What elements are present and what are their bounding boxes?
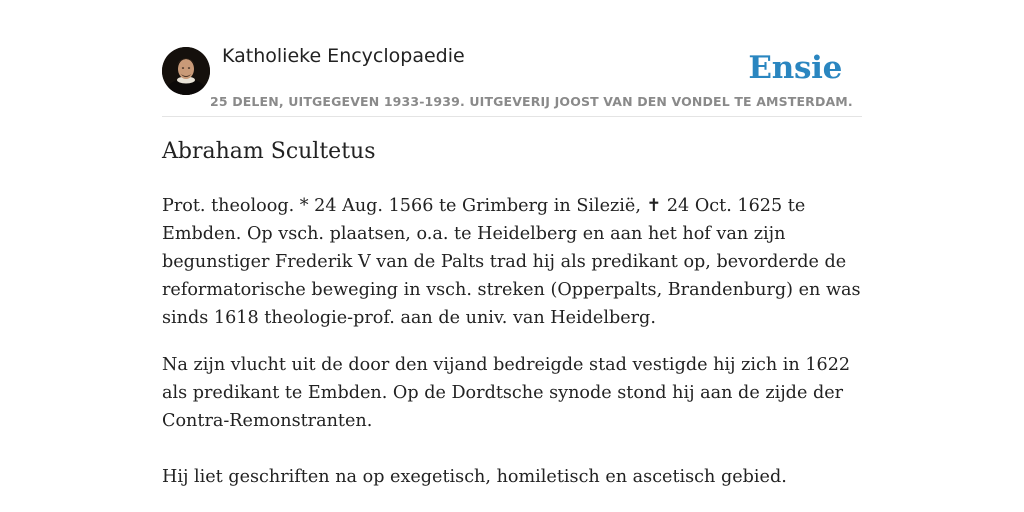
brand-logo[interactable]: Ensie	[748, 50, 842, 86]
source-header	[162, 0, 862, 117]
article-paragraph-2: Na zijn vlucht uit de door den vijand bedreigde stad vestigde hij zich in 1622 als predikant te Embden. Op de Dordtsche synode stond hij aan de zijde der Contra-Remonstranten.	[162, 355, 851, 431]
article-paragraph-1: Prot. theoloog. * 24 Aug. 1566 te Grimberg in Silezië, ✝ 24 Oct. 1625 te Embden. Op vsch. plaatsen, o.a. te Heidelberg en aan het hof van zijn begunstiger Frederik V van de Palts trad hij als predikant op, bevorderde de reformatorische beweging in vsch. streken (Opperpalts, Brandenburg) en was sinds 1618 theologie-prof. aan de univ. van Heidelberg.	[162, 196, 861, 328]
article-paragraph-3: Hij liet geschriften na op exegetisch, homiletisch en ascetisch gebied.	[162, 467, 787, 487]
page	[162, 0, 862, 487]
portrait-avatar-icon[interactable]	[162, 47, 210, 95]
article-title: Abraham Scultetus	[162, 139, 376, 164]
source-title[interactable]: Katholieke Encyclopaedie	[222, 45, 465, 67]
source-meta: 25 DELEN, UITGEGEVEN 1933-1939. UITGEVERIJ JOOST VAN DEN VONDEL TE AMSTERDAM.	[210, 94, 853, 109]
